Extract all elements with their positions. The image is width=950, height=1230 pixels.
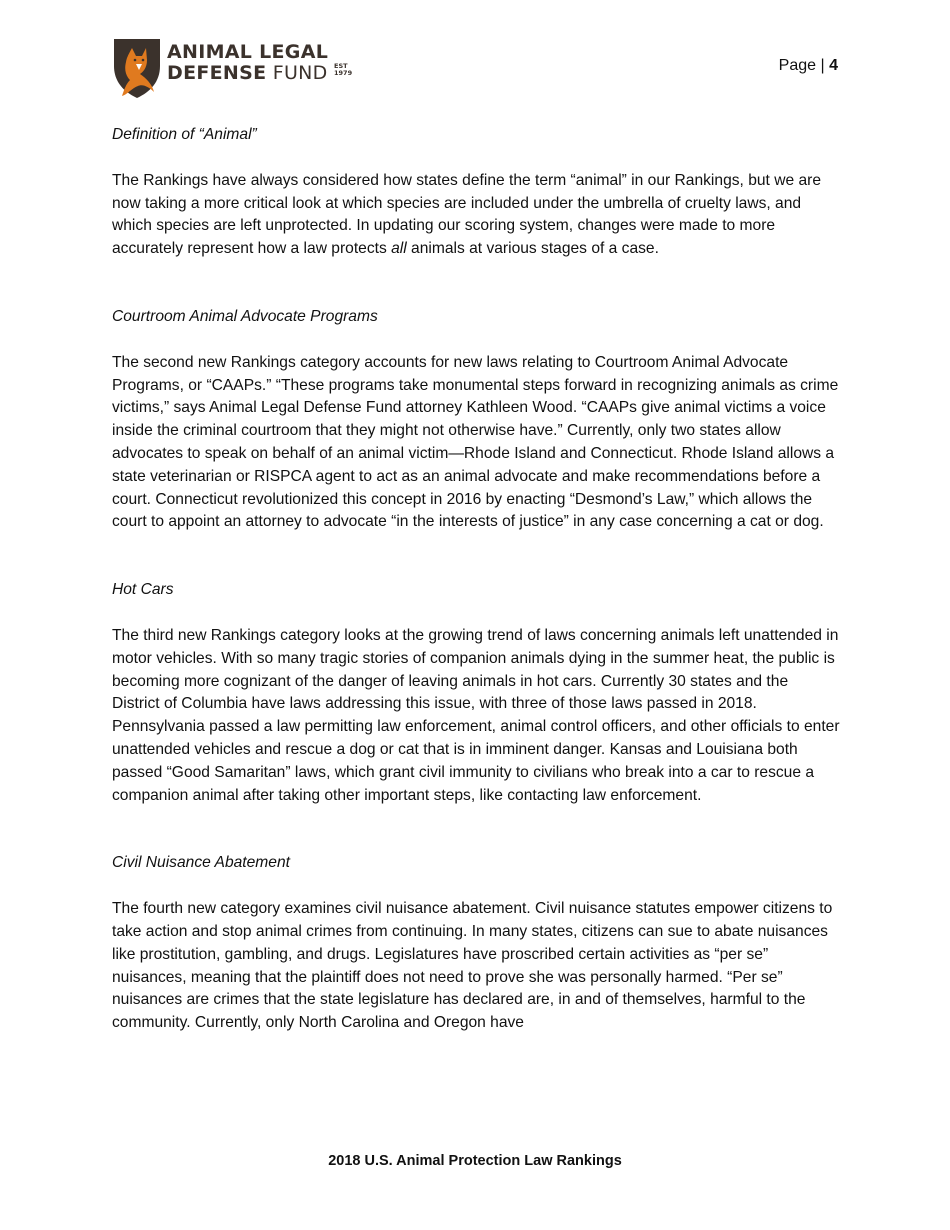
logo-est-label: EST (334, 62, 348, 70)
logo-text-line2 (167, 62, 328, 84)
section-heading: Civil Nuisance Abatement (112, 854, 290, 872)
section-paragraph (112, 170, 840, 261)
section-definition-of-animal (112, 124, 840, 261)
logo-established (334, 63, 352, 77)
paragraph-text: The Rankings have always considered how states define the term “animal” in our Rankings, but we are now taking a more critical look at which species are included under the umbrella of cruelty laws, and which species are left unprotected. In updating our scoring system, changes were made to more accurately represent how a law protects (112, 171, 822, 258)
logo-est-year: 1979 (334, 69, 353, 77)
section-paragraph: The second new Rankings category accounts for new laws relating to Courtroom Animal Advocate Programs, or “CAAPs.” “These programs take monumental steps forward in recognizing animals as crime victims,” says Animal Legal Defense Fund attorney Kathleen Wood. “CAAPs give animal victims a voice inside the criminal courtroom that they might not otherwise have.” Currently, only two states allow advocates to speak on behalf of an animal victim—Rhode Island and Connecticut. Rhode Island allows a state veterinarian or RISPCA agent to act as an animal advocate and make recommendations before a court. Connecticut revolutionized this concept in 2016 by enacting “Desmond’s Law,” which allows the court to appoint an attorney to advocate “in the interests of justice” in any case concerning a cat or dog. (112, 353, 839, 531)
fox-shield-icon (112, 36, 162, 100)
section-courtroom-animal-advocate-programs (112, 306, 840, 534)
document-footer: 2018 U.S. Animal Protection Law Rankings (328, 1153, 622, 1169)
section-heading: Definition of “Animal” (112, 126, 257, 143)
logo-text-defense: DEFENSE (167, 62, 267, 84)
emphasis-text: all (391, 240, 407, 258)
logo-text-line1: ANIMAL LEGAL (167, 41, 329, 63)
document-body (112, 124, 840, 1080)
page-number-value: 4 (829, 57, 838, 74)
page-label: Page | (778, 57, 830, 74)
section-paragraph: The third new Rankings category looks at the growing trend of laws concerning animals left unattended in motor vehicles. With so many tragic stories of companion animals dying in the summer heat, the public is becoming more cognizant of the danger of leaving animals in hot cars. Currently 30 states and the District of Columbia have laws addressing this issue, with three of those laws passed in 2018. Pennsylvania passed a law permitting law enforcement, animal control officers, and other officials to enter unattended vehicles and rescue a dog or cat that is in imminent danger. Kansas and Louisiana both passed “Good Samaritan” laws, which grant civil immunity to civilians who break into a car to rescue a companion animal after taking other important steps, like contacting law enforcement. (112, 626, 840, 804)
organization-logo (112, 36, 362, 100)
section-paragraph: The fourth new category examines civil nuisance abatement. Civil nuisance statutes empower citizens to take action and stop animal crimes from continuing. In many states, citizens can sue to abate nuisances like prostitution, gambling, and drugs. Legislatures have proscribed certain activities as “per se” nuisances, meaning that the plaintiff does not need to prove she was personally harmed. “Per se” nuisances are crimes that the state legislature has declared are, in and of themselves, harmful to the community. Currently, only North Carolina and Oregon have (112, 900, 833, 1032)
page-number (779, 57, 838, 75)
paragraph-text-end: animals at various stages of a case. (406, 240, 659, 258)
section-hot-cars (112, 579, 840, 807)
section-heading: Courtroom Animal Advocate Programs (112, 307, 378, 325)
logo-text-fund: FUND (266, 62, 328, 84)
section-civil-nuisance-abatement (112, 852, 840, 1035)
section-heading: Hot Cars (112, 581, 174, 599)
